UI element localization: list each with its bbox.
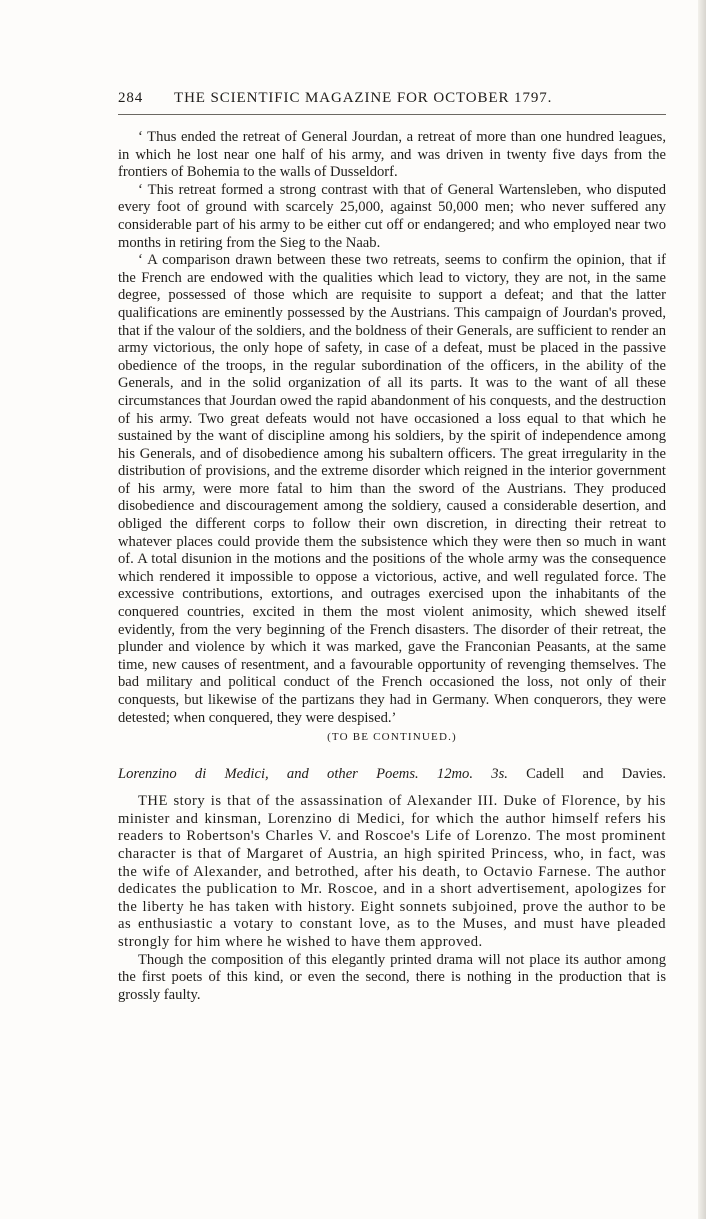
page-edge-shadow xyxy=(698,0,706,1219)
review-heading xyxy=(118,765,666,783)
running-title: THE SCIENTIFIC MAGAZINE FOR OCTOBER 1797. xyxy=(174,90,553,106)
paragraph-wartensleben: ‘ This retreat formed a strong contrast with that of General Wartensleben, who disputed every foot of ground with scarcely 25,000, against 50,000 men; who never suffered any considerable part of his army to be either cut off or endangered; and who employed near two months in retiring from the Sieg to the Naab. xyxy=(118,181,666,251)
review-paragraph-story: THE story is that of the assassination of Alexander III. Duke of Florence, by his minister and kinsman, Lorenzino di Medici, for which the author himself refers his readers to Robertson's Charles V. and Roscoe's Life of Lorenzo. The most prominent character is that of Margaret of Austria, an high spirited Princess, who, in fact, was the wife of Alexander, and betrothed, after his death, to Octavio Farnese. The author dedicates the publication to Mr. Roscoe, and in a short advertisement, apologizes for the liberty he has taken with history. Eight sonnets subjoined, prove the author to be as enthusiastic a votary to constant love, as to the Muses, and must have pleaded strongly for him where he wished to have them approved. xyxy=(118,793,666,950)
review-book-title: Lorenzino di Medici, and other Poems. xyxy=(118,766,419,783)
review-paragraph-verdict: Though the composition of this elegantly printed drama will not place its author among the first poets of this kind, or even the second, there is nothing in the production that is grossly faulty. xyxy=(118,951,666,1003)
to-be-continued: (TO BE CONTINUED.) xyxy=(327,731,457,744)
article-body xyxy=(118,129,666,1004)
review-price: 3s. xyxy=(491,766,508,783)
page-number: 284 xyxy=(118,90,144,106)
paragraph-retreat-ended: ‘ Thus ended the retreat of General Jourdan, a retreat of more than one hundred leagues, in which he lost near one half of his army, and was driven in twenty five days from the frontiers of Bohemia to the walls of Dusseldorf. xyxy=(118,129,666,181)
magazine-page xyxy=(118,88,666,1004)
running-header xyxy=(118,88,666,115)
paragraph-comparison: ‘ A comparison drawn between these two retreats, seems to confirm the opinion, that if the French are endowed with the qualities which lead to victory, they are not, in the same degree, possessed of those which are requisite to support a defeat; and that the latter qualifications are eminently possessed by the Austrians. This campaign of Jourdan's proved, that if the valour of the soldiers, and the boldness of their Generals, are sufficient to render an army victorious, the only hope of safety, in case of a defeat, must be placed in the passive obedience of the troops, in the regular subordination of the officers, in the ability of the Generals, and in the solid organization of all its parts. It was to the want of all these circumstances that Jourdan owed the rapid abandonment of his conquests, and the destruction of his army. Two great defeats would not have occasioned a loss equal to that which he sustained by the want of discipline among his soldiers, by the spirit of independence among his Generals, and of disobedience among his subaltern officers. The great irregularity in the distribution of provisions, and the extreme disorder which reigned in the interior government of his army, were more fatal to him than the sword of the Austrians. They produced disobedience and discouragement among the soldiery, caused a considerable desertion, and obliged the different corps to follow their own discretion, in directing their retreat to whatever places could provide them the subsistence which they were then so much in want of. A total disunion in the motions and the positions of the whole army was the consequence which rendered it impossible to oppose a victorious, active, and well regulated force. The excessive contributions, extortions, and outrages exercised upon the inhabitants of the conquered countries, excited in them the most violent animosity, which shewed itself evidently, from the very beginning of the French disasters. The disorder of their retreat, the plunder and violence by which it was marked, gave the Franconian Peasants, at the same time, new causes of resentment, and a favourable opportunity of revenging themselves. The bad military and political conduct of the French occasioned the loss, not only of their conquests, but likewise of the partizans they had in Germany. When conquerors, they were detested; when conquered, they were despised.’ xyxy=(118,252,666,726)
review-format: 12mo. xyxy=(436,766,474,783)
review-publisher: Cadell and Davies. xyxy=(526,766,666,783)
